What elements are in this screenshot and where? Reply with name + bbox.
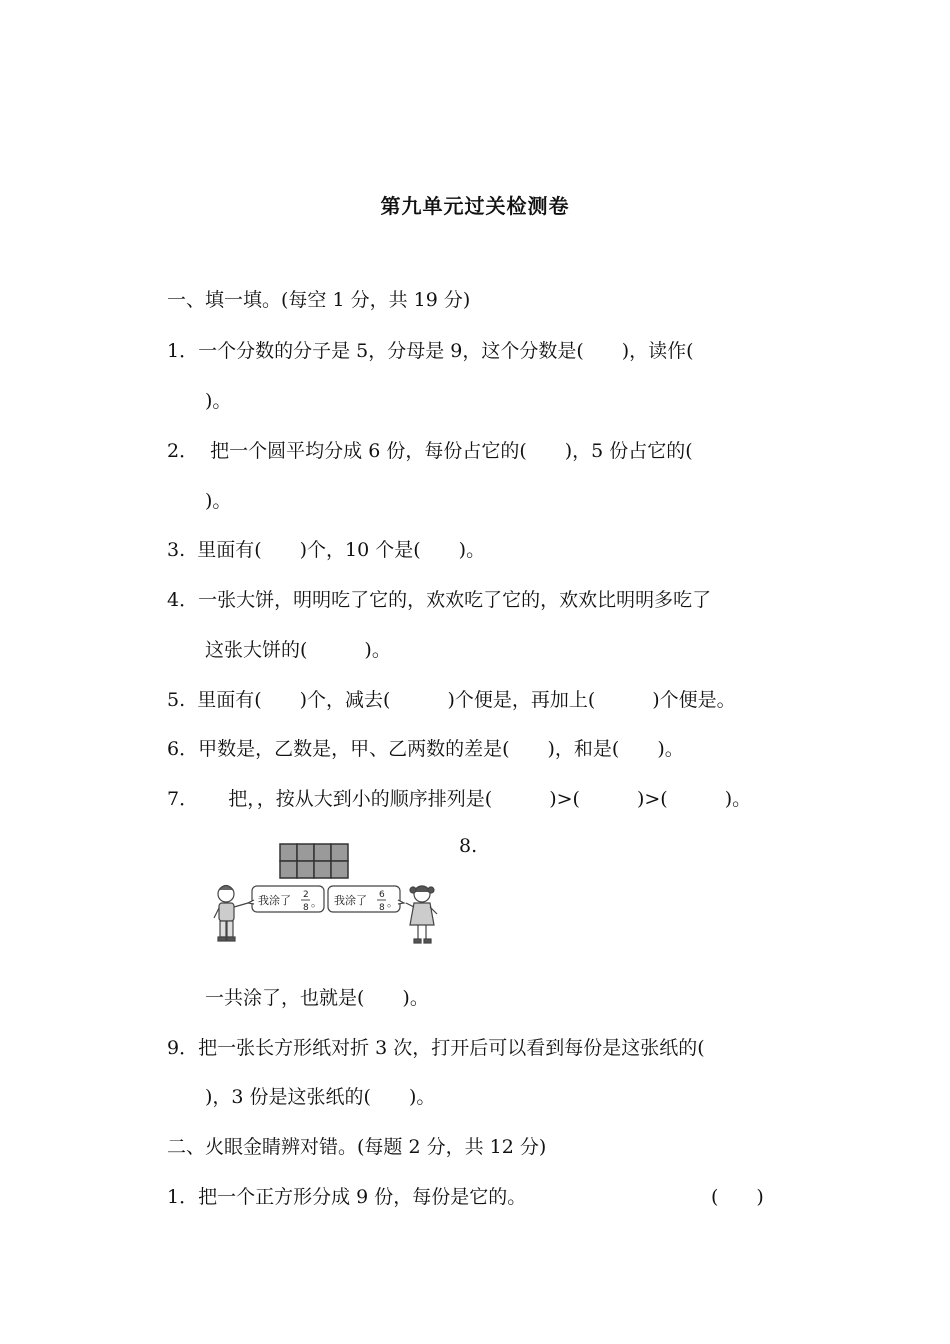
question-9-line-1: 9．把一张长方形纸对折 3 次，打开后可以看到每份是这张纸的( [167, 1037, 705, 1059]
question-9-line-2: )，3 份是这张纸的( )。 [205, 1086, 436, 1108]
section-2-question-1: 1．把一个正方形分成 9 份，每份是它的。 [167, 1186, 527, 1208]
question-2-line-1: 2． 把一个圆平均分成 6 份，每份占它的( )，5 份占它的( [167, 440, 693, 462]
right-bubble-suffix: 。 [387, 896, 398, 909]
girl-figure-icon [406, 886, 437, 943]
boy-figure-icon [214, 886, 248, 942]
question-1-line-2: )。 [205, 390, 232, 412]
question-6: 6．甲数是，乙数是，甲、乙两数的差是( )，和是( )。 [167, 738, 684, 760]
question-4-line-2: 这张大饼的( )。 [205, 639, 391, 661]
question-7: 7． 把，，按从大到小的顺序排列是( )>( )>( )。 [167, 788, 752, 810]
shaded-grid [280, 844, 348, 878]
question-5: 5. 里面有( )个，减去( )个便是，再加上( )个便是。 [167, 689, 736, 711]
answer-parentheses: ( ) [711, 1186, 764, 1208]
question-8-answer-line: 一共涂了，也就是( )。 [205, 987, 429, 1009]
right-bubble-denominator: 8 [379, 903, 385, 913]
question-8-illustration [210, 840, 450, 952]
question-1-line-1: 1．一个分数的分子是 5，分母是 9，这个分数是( )，读作( [167, 340, 694, 362]
question-4-line-1: 4．一张大饼，明明吃了它的，欢欢吃了它的，欢欢比明明多吃了 [167, 589, 712, 611]
left-speech-bubble [248, 886, 324, 913]
left-bubble-prefix: 我涂了 [258, 894, 291, 907]
question-2-line-2: )。 [205, 490, 232, 512]
section-1-heading: 一、填一填。(每空 1 分，共 19 分) [167, 289, 471, 311]
left-bubble-numerator: 2 [303, 890, 309, 900]
question-3: 3. 里面有( )个，10 个是( )。 [167, 539, 486, 561]
question-8-number: 8. [459, 835, 478, 857]
right-bubble-prefix: 我涂了 [334, 894, 367, 907]
section-2-heading: 二、火眼金睛辨对错。(每题 2 分，共 12 分) [167, 1136, 547, 1158]
right-speech-bubble [328, 886, 404, 913]
right-bubble-numerator: 6 [379, 890, 385, 900]
page-title: 第九单元过关检测卷 [380, 194, 570, 218]
left-bubble-denominator: 8 [303, 903, 309, 913]
left-bubble-suffix: 。 [311, 896, 322, 909]
